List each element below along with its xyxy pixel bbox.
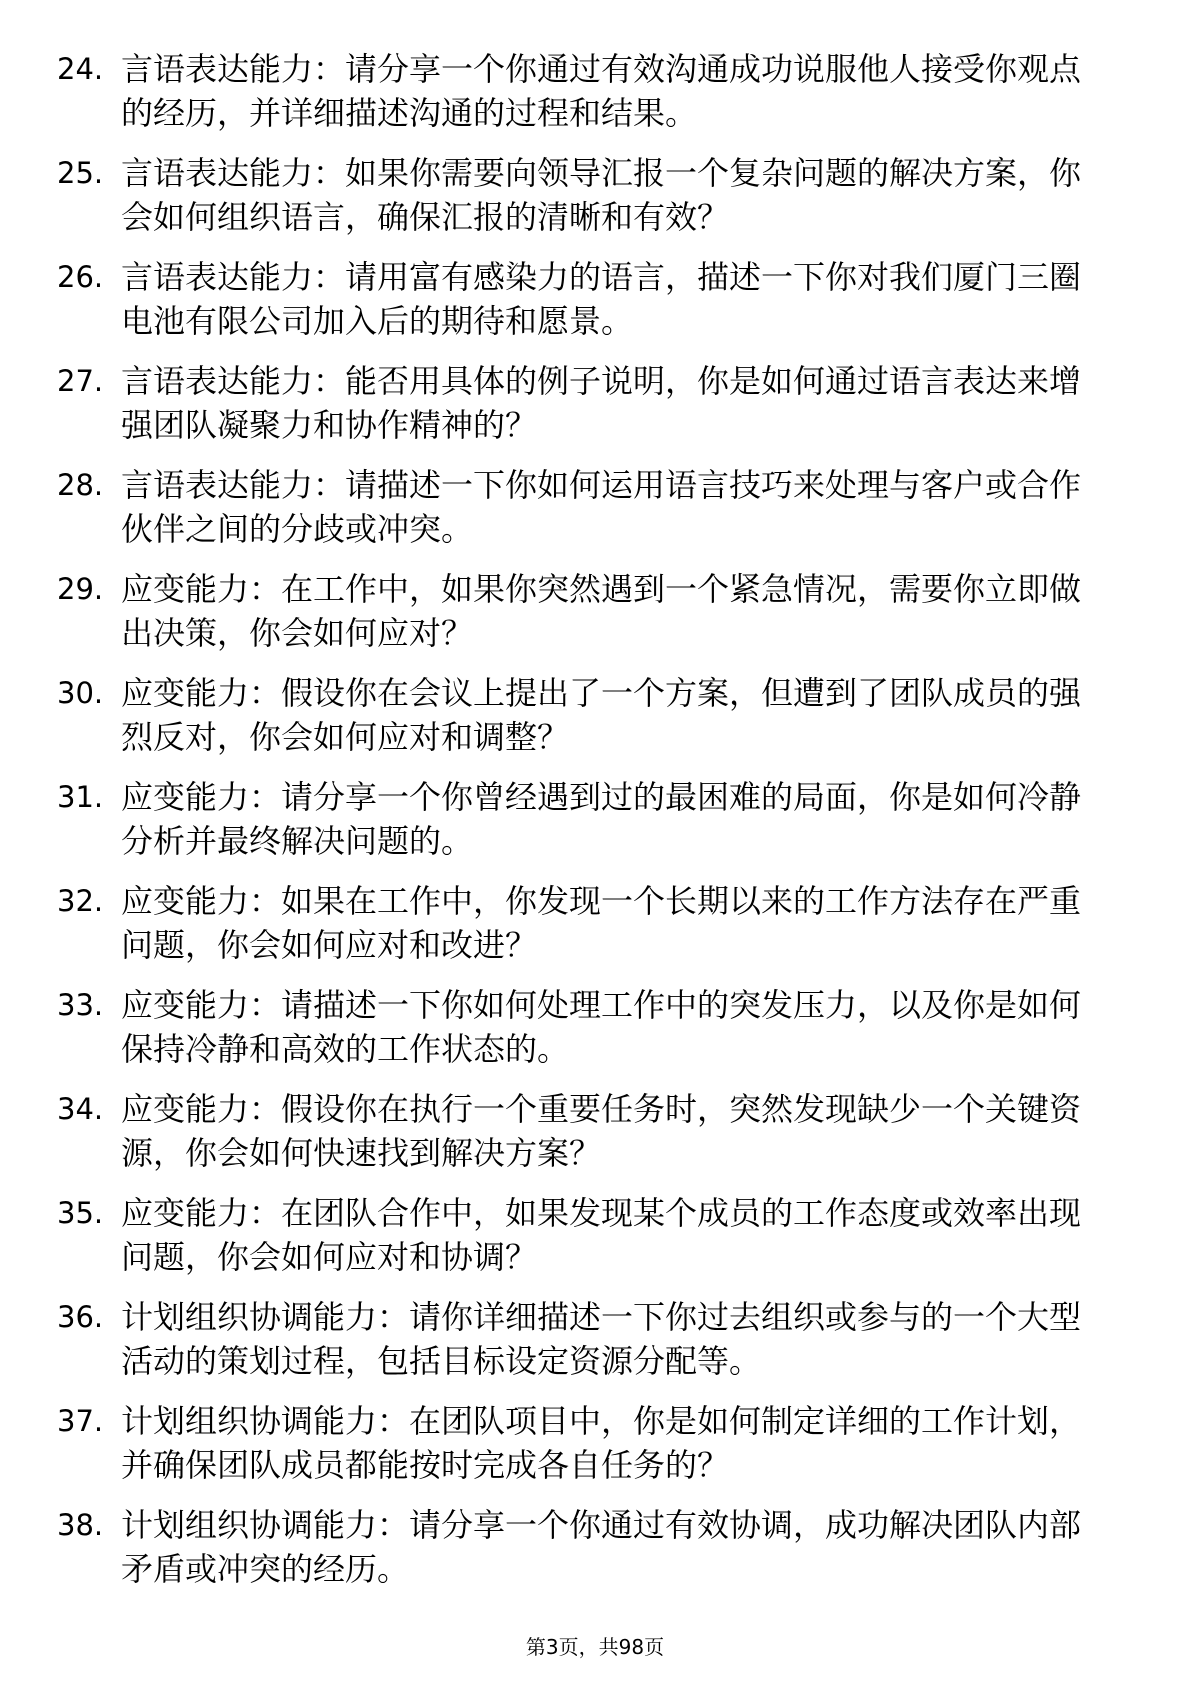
question-item (57, 47, 1137, 151)
question-item (57, 567, 1137, 671)
question-text: 言语表达能力：请用富有感染力的语言，描述一下你对我们厦门三圈电池有限公司加入后的期待和愿景。 (121, 258, 1082, 340)
question-text: 应变能力：请分享一个你曾经遇到过的最困难的局面，你是如何冷静分析并最终解决问题的。 (121, 778, 1082, 860)
question-list (57, 47, 1137, 1607)
question-number: 28. (57, 468, 104, 502)
question-item (57, 671, 1137, 775)
question-text: 言语表达能力：如果你需要向领导汇报一个复杂问题的解决方案，你会如何组织语言，确保汇报的清晰和有效？ (121, 154, 1082, 236)
question-item (57, 1087, 1137, 1191)
question-text: 应变能力：如果在工作中，你发现一个长期以来的工作方法存在严重问题，你会如何应对和改进？ (121, 882, 1082, 964)
question-number: 29. (57, 572, 104, 606)
question-item (57, 1191, 1137, 1295)
question-number: 25. (57, 156, 104, 190)
question-text: 言语表达能力：请分享一个你通过有效沟通成功说服他人接受你观点的经历，并详细描述沟通的过程和结果。 (121, 50, 1082, 132)
page-number-label: 第3页，共98页 (525, 1635, 665, 1659)
question-number: 27. (57, 364, 104, 398)
question-item (57, 359, 1137, 463)
question-text: 应变能力：假设你在会议上提出了一个方案，但遭到了团队成员的强烈反对，你会如何应对和调整？ (121, 674, 1082, 756)
question-number: 26. (57, 260, 104, 294)
question-text: 计划组织协调能力：在团队项目中，你是如何制定详细的工作计划，并确保团队成员都能按时完成各自任务的？ (121, 1402, 1082, 1484)
question-number: 33. (57, 988, 104, 1022)
question-item (57, 255, 1137, 359)
question-number: 38. (57, 1508, 104, 1542)
question-number: 24. (57, 52, 104, 86)
question-item (57, 151, 1137, 255)
question-number: 31. (57, 780, 104, 814)
question-text: 言语表达能力：能否用具体的例子说明，你是如何通过语言表达来增强团队凝聚力和协作精神的？ (121, 362, 1082, 444)
question-number: 30. (57, 676, 104, 710)
question-text: 计划组织协调能力：请分享一个你通过有效协调，成功解决团队内部矛盾或冲突的经历。 (121, 1506, 1082, 1588)
question-number: 36. (57, 1300, 104, 1334)
question-item (57, 1399, 1137, 1503)
question-text: 应变能力：假设你在执行一个重要任务时，突然发现缺少一个关键资源，你会如何快速找到解决方案？ (121, 1090, 1082, 1172)
question-text: 应变能力：在工作中，如果你突然遇到一个紧急情况，需要你立即做出决策，你会如何应对？ (121, 570, 1082, 652)
question-item (57, 879, 1137, 983)
question-number: 34. (57, 1092, 104, 1126)
question-number: 35. (57, 1196, 104, 1230)
question-item (57, 1503, 1137, 1607)
question-item (57, 983, 1137, 1087)
question-text: 计划组织协调能力：请你详细描述一下你过去组织或参与的一个大型活动的策划过程，包括目标设定资源分配等。 (121, 1298, 1082, 1380)
question-item (57, 775, 1137, 879)
question-text: 言语表达能力：请描述一下你如何运用语言技巧来处理与客户或合作伙伴之间的分歧或冲突。 (121, 466, 1082, 548)
question-number: 32. (57, 884, 104, 918)
question-item (57, 463, 1137, 567)
question-item (57, 1295, 1137, 1399)
question-number: 37. (57, 1404, 104, 1438)
question-text: 应变能力：请描述一下你如何处理工作中的突发压力，以及你是如何保持冷静和高效的工作状态的。 (121, 986, 1082, 1068)
question-text: 应变能力：在团队合作中，如果发现某个成员的工作态度或效率出现问题，你会如何应对和协调？ (121, 1194, 1082, 1276)
page-footer (0, 1634, 1190, 1660)
